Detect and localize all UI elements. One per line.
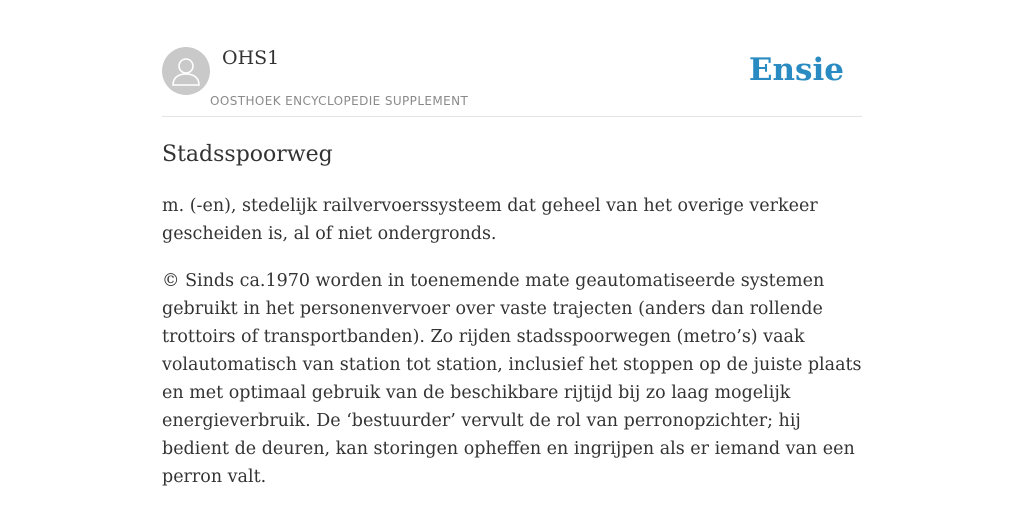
entry-content [162,138,862,491]
entry-body: © Sinds ca.1970 worden in toenemende mate geautomatiseerde systemen gebruikt in het personenvervoer over vaste trajecten (anders dan rollende trottoirs of transportbanden). Zo rijden stadsspoorwegen (metro’s) vaak volautomatisch van station tot station, inclusief het stoppen op de juiste plaats en met optimaal gebruik van de beschikbare rijtijd bij zo laag mogelijk energieverbruik. De ‘bestuurder’ vervult de rol van perronopzichter; hij bedient de deuren, kan storingen opheffen en ingrijpen als er iemand van een perron valt. [162,271,862,487]
source-label[interactable]: OOSTHOEK ENCYCLOPEDIE SUPPLEMENT [210,94,469,108]
author-name[interactable]: OHS1 [222,47,280,69]
user-silhouette-icon [162,47,210,95]
entry-definition: m. (-en), stedelijk railvervoerssysteem dat geheel van het overige verkeer gescheiden is, al of niet ondergronds. [162,196,818,244]
author-avatar[interactable] [162,47,210,95]
entry-title: Stadsspoorweg [162,142,333,167]
ensie-logo[interactable]: Ensie [748,52,844,88]
page-header [162,0,862,117]
